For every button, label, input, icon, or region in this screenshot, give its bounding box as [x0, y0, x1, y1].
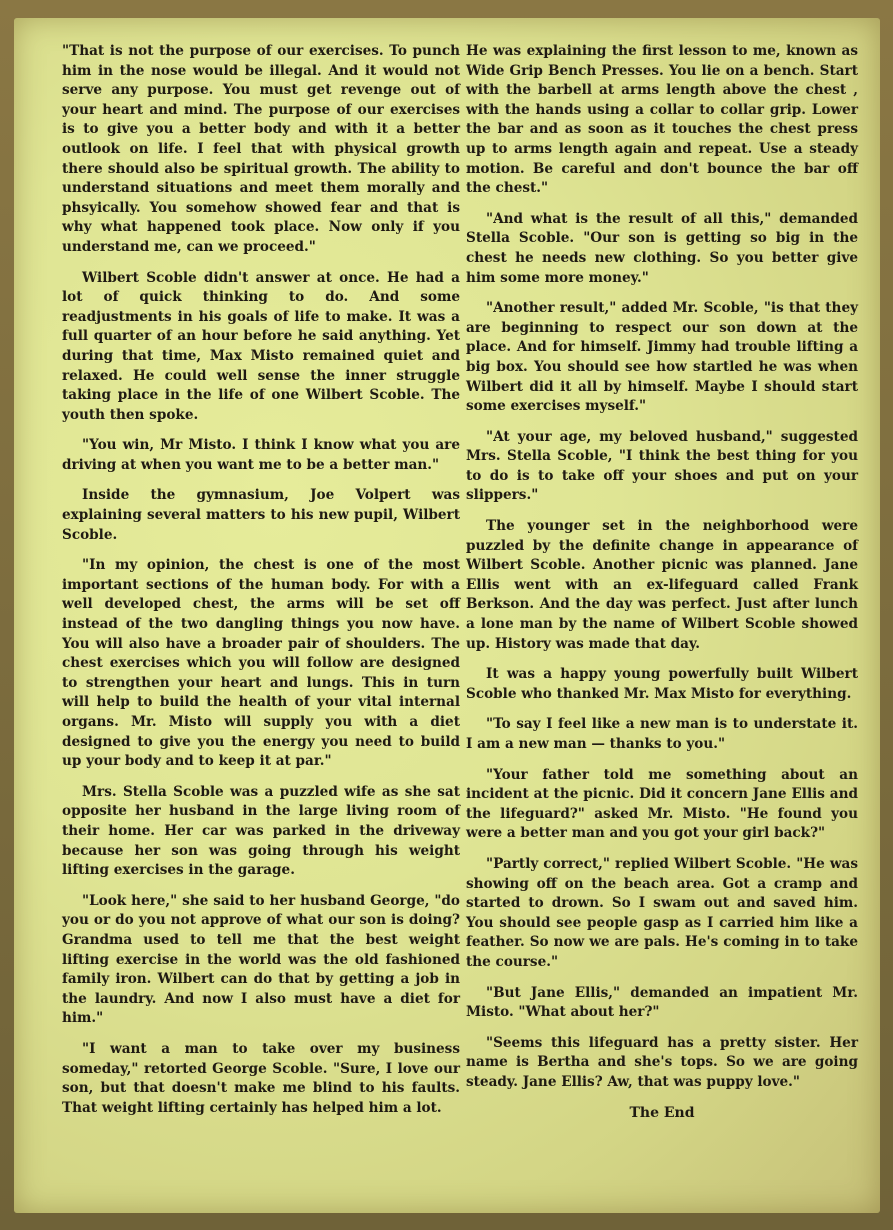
- paragraph: The younger set in the neighborhood were puzzled by the definite change in appearance of Wilbert Scoble. Another picnic was planned. Jane Ellis went with an ex-lifeguard called Frank Berkson. And the day was perfect. Just after lunch a lone man by the name of Wilbert Scoble showed up. History was made that day.: [466, 518, 858, 652]
- paragraph: He was explaining the first lesson to me, known as Wide Grip Bench Presses. You lie on a bench. Start with the barbell at arms length above the chest , with the hands using a collar to collar grip. Lower the bar and as soon as it touches the chest press up to arms length again and repeat. Use a steady motion. Be careful and don't bounce the bar off the chest.": [466, 43, 858, 197]
- paragraph: "At your age, my beloved husband," suggested Mrs. Stella Scoble, "I think the best thing for you to do is to take off your shoes and put on your slippers.": [466, 428, 858, 504]
- paragraph: It was a happy young powerfully built Wilbert Scoble who thanked Mr. Max Misto for everything.: [466, 666, 858, 702]
- paragraph: "And what is the result of all this," demanded Stella Scoble. "Our son is getting so big in the chest he needs new clothing. So you better give him some more money.": [466, 210, 858, 286]
- paragraph: "To say I feel like a new man is to understate it. I am a new man — thanks to you.": [466, 716, 858, 752]
- right-text-column: [466, 42, 858, 1134]
- paragraph: Inside the gymnasium, Joe Volpert was explaining several matters to his new pupil, Wilbert Scoble.: [62, 487, 460, 543]
- paragraph: "Your father told me something about an incident at the picnic. Did it concern Jane Ellis and the lifeguard?" asked Mr. Misto. "He found you were a better man and you got your girl back?": [466, 766, 858, 842]
- paragraph: Mrs. Stella Scoble was a puzzled wife as she sat opposite her husband in the large living room of their home. Her car was parked in the driveway because her son was going through his weight lifting exercises in the garage.: [62, 783, 460, 879]
- the-end-label: The End: [629, 1104, 695, 1121]
- left-text-column: [62, 42, 460, 1129]
- paragraph: "Partly correct," replied Wilbert Scoble. "He was showing off on the beach area. Got a cramp and started to drown. So I swam out and saved him. You should see people gasp as I carried him like a feather. So now we are pals. He's coming in to take the course.": [466, 855, 858, 970]
- paragraph: "Another result," added Mr. Scoble, "is that they are beginning to respect our son down at the place. And for himself. Jimmy had trouble lifting a big box. You should see how startled he was when Wilbert did it all by himself. Maybe I should start some exercises myself.": [466, 300, 858, 415]
- paragraph: "But Jane Ellis," demanded an impatient Mr. Misto. "What about her?": [466, 984, 858, 1021]
- paragraph: "Look here," she said to her husband George, "do you or do you not approve of what our son is doing? Grandma used to tell me that the best weight lifting exercise in the world was the old fashioned family iron. Wilbert can do that by getting a job in the laundry. And now I also must have a diet for him.": [62, 892, 460, 1027]
- paragraph: "I want a man to take over my business someday," retorted George Scoble. "Sure, I love our son, but that doesn't make me blind to his faults. That weight lifting certainly has helped him a lot.: [62, 1040, 460, 1116]
- paragraph: Wilbert Scoble didn't answer at once. He had a lot of quick thinking to do. And some readjustments in his goals of life to make. It was a full quarter of an hour before he said anything. Yet during that time, Max Misto remained quiet and relaxed. He could well sense the inner struggle taking place in the life of one Wilbert Scoble. The youth then spoke.: [62, 269, 460, 423]
- paper-sheet: [14, 18, 880, 1213]
- paragraph: "In my opinion, the chest is one of the most important sections of the human body. For with a well developed chest, the arms will be set off instead of the two dangling things you now have. You will also have a broader pair of shoulders. The chest exercises which you will follow are designed to strengthen your heart and lungs. This in turn will help to build the health of your vital internal organs. Mr. Misto will supply you with a diet designed to give you the energy you need to build up your body and to keep it at par.": [62, 557, 460, 770]
- paragraph: "That is not the purpose of our exercises. To punch him in the nose would be illegal. And it would not serve any purpose. You must get revenge out of your heart and mind. The purpose of our exercises is to give you a better body and with it a better outlook on life. I feel that with physical growth there should also be spiritual growth. The ability to understand situations and meet them morally and phsyically. You somehow showed fear and that is why what happened took place. Now only if you understand me, can we proceed.": [62, 43, 460, 255]
- paragraph: "You win, Mr Misto. I think I know what you are driving at when you want me to be a better man.": [62, 437, 460, 473]
- paragraph: "Seems this lifeguard has a pretty sister. Her name is Bertha and she's tops. So we are going steady. Jane Ellis? Aw, that was puppy love.": [466, 1034, 858, 1090]
